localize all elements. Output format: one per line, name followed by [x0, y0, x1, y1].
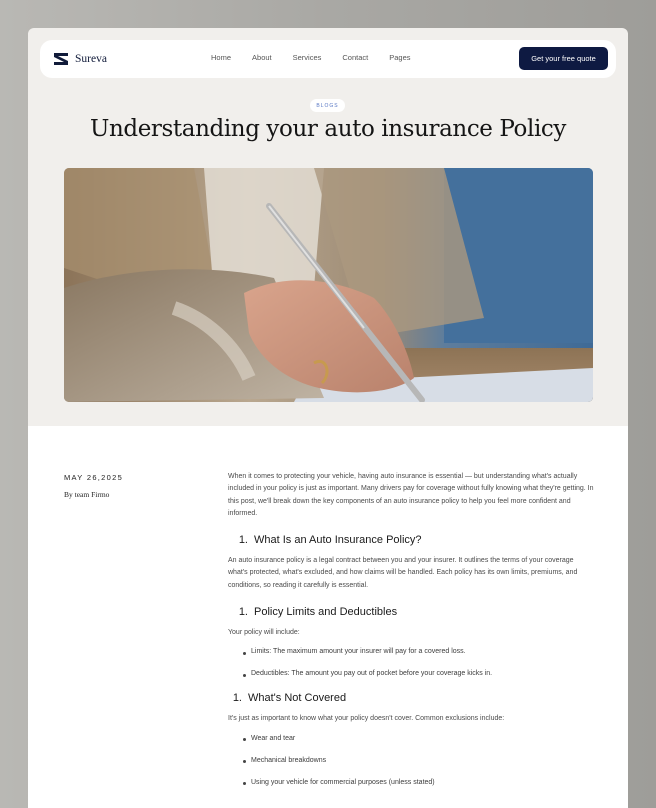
brand-logo[interactable]	[52, 51, 107, 67]
section-number: 1.	[238, 534, 248, 547]
bullet-list	[228, 648, 594, 681]
list-item: Mechanical breakdowns	[228, 757, 594, 768]
hero-image	[64, 168, 593, 402]
free-quote-button[interactable]: Get your free quote	[519, 47, 608, 70]
section-heading	[228, 692, 594, 704]
section-title: What Is an Auto Insurance Policy?	[254, 534, 422, 547]
list-item: Limits: The maximum amount your insurer will pay for a covered loss.	[228, 648, 594, 659]
section-heading	[228, 534, 594, 546]
list-item: Wear and tear	[228, 735, 594, 746]
page-frame	[28, 28, 628, 808]
nav-link-services[interactable]: Services	[292, 53, 322, 62]
nav-link-home[interactable]: Home	[211, 53, 232, 62]
intro-paragraph: When it comes to protecting your vehicle, having auto insurance is essential — but understanding what's actually included in your policy is just as important. Many drivers pay for coverage without fully knowing what they're getting. In this post, we'll break down the key components of an auto insurance policy to help you feel more confident and informed.	[228, 473, 594, 517]
section-number: 1.	[238, 606, 248, 619]
post-date: MAY 26,2025	[64, 473, 124, 482]
brand-name: Sureva	[75, 53, 107, 65]
article-body	[228, 471, 594, 801]
page-title: Understanding your auto insurance Policy	[90, 116, 566, 142]
section-paragraph: Your policy will include:	[228, 629, 300, 637]
post-author: By team Firmo	[64, 490, 110, 499]
section-heading	[228, 606, 594, 618]
section-paragraph: It's just as important to know what your policy doesn't cover. Common exclusions include:	[228, 715, 505, 723]
nav-links	[211, 53, 432, 62]
top-navbar	[40, 40, 616, 78]
nav-link-contact[interactable]: Contact	[342, 53, 369, 62]
list-item: Deductibles: The amount you pay out of pocket before your coverage kicks in.	[228, 670, 594, 681]
article-section	[28, 426, 628, 808]
logo-icon	[52, 51, 70, 67]
section-title: Policy Limits and Deductibles	[254, 606, 398, 619]
nav-link-pages[interactable]: Pages	[389, 53, 411, 62]
section-number: 1.	[232, 692, 242, 705]
section-title: What's Not Covered	[248, 692, 347, 705]
section-paragraph: An auto insurance policy is a legal contract between you and your insurer. It outlines the terms of your coverage what's protected, what's excluded, and how claims will be handled. Each policy has its own limits, premiums, and conditions, so reading it carefully is essential.	[228, 557, 578, 589]
bullet-list	[228, 735, 594, 790]
list-item: Using your vehicle for commercial purposes (unless stated)	[228, 779, 594, 790]
nav-link-about[interactable]: About	[252, 53, 272, 62]
category-tag[interactable]: BLOGS	[310, 99, 345, 112]
